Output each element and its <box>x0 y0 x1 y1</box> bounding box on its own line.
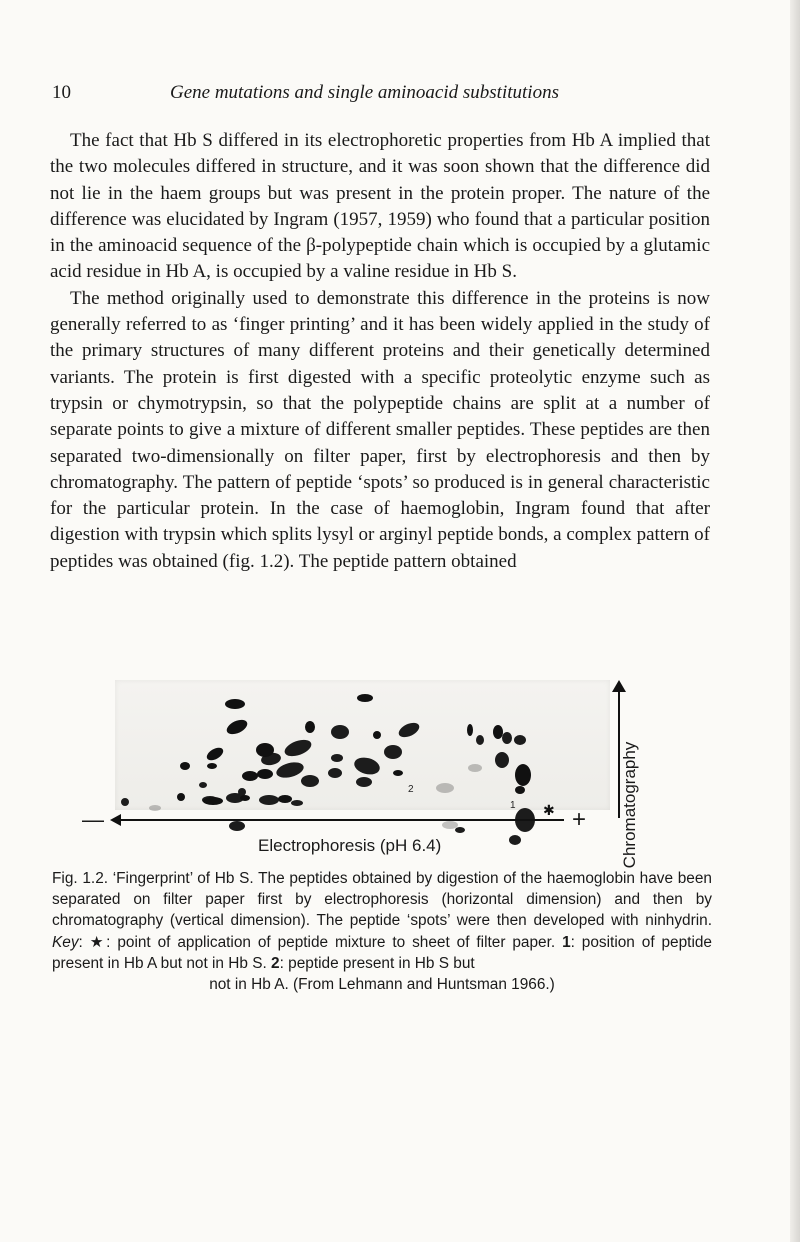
electrophoresis-axis <box>80 808 620 838</box>
chromatography-label: Chromatography <box>620 741 639 869</box>
origin-marker: ✱ <box>543 803 555 819</box>
caption-last-line: not in Hb A. (From Lehmann and Huntsman 1966.) <box>209 976 555 994</box>
peptide-spot <box>493 725 503 739</box>
electrophoresis-line <box>116 819 564 821</box>
peptide-spot <box>393 770 403 776</box>
spot-label-2: 2 <box>408 784 414 795</box>
paragraph-1: The fact that Hb S differed in its electrophoretic properties from Hb A implied that the two molecules differed in structure, and it was soon shown that the difference did not lie in the haem groups but was present in the protein proper. The nature of the difference was elucidated by Ingram (1957, 1959) who found that a particular position in the aminoacid sequence of the β-polypeptide chain which is occupied by a glutamic acid residue in Hb A, is occupied by a valine residue in Hb S. <box>50 130 710 283</box>
caption-text-1: Fig. 1.2. ‘Fingerprint’ of Hb S. The peptides obtained by digestion of the haemoglobin have been separated on filter paper first by electrophoresis (horizontal dimension) and then by chromatography (vertical dimension). The peptide ‘spots’ were then developed with ninhydrin. <box>52 870 712 930</box>
body-text <box>50 128 710 575</box>
peptide-spot <box>177 793 185 801</box>
peptide-spot <box>240 795 250 801</box>
caption-key-label: Key <box>52 933 79 951</box>
electrophoresis-label: Electrophoresis (pH 6.4) <box>258 836 442 855</box>
running-title: Gene mutations and single aminoacid substitutions <box>170 82 559 103</box>
minus-label: — <box>82 807 104 832</box>
peptide-spot <box>203 797 223 805</box>
figure-caption <box>52 868 712 995</box>
peptide-spot <box>467 724 473 736</box>
peptide-spot <box>257 769 273 779</box>
peptide-spot <box>224 717 249 737</box>
peptide-spot <box>207 763 217 769</box>
page-number: 10 <box>52 82 71 103</box>
plus-label: + <box>572 806 587 833</box>
peptide-spot <box>357 694 373 702</box>
peptide-spot <box>278 795 292 803</box>
peptide-spot <box>225 699 245 709</box>
peptide-spot <box>256 743 274 757</box>
spot-label-1: 1 <box>510 800 516 811</box>
chromatogram-plate <box>115 680 610 819</box>
peptide-spot <box>515 764 531 786</box>
caption-text-2: : point of application of peptide mixture to sheet of filter paper. <box>106 933 563 951</box>
peptide-spot <box>180 762 190 770</box>
caption-text-3: : position of peptide present in Hb A but not in Hb S. <box>52 933 712 972</box>
caption-label-2: 2 <box>271 954 280 972</box>
page-edge <box>790 0 800 1242</box>
peptide-spot <box>242 771 258 781</box>
caption-label-1: 1 <box>562 933 571 951</box>
chromatography-arrow-icon <box>612 680 626 692</box>
paragraph-2: The method originally used to demonstrate this difference in the proteins is now generally referred to as ‘finger printing’ and it has been widely applied in the study of the primary structures of many different proteins and their genetically determined variants. The protein is first digested with a specific proteolytic enzyme such as trypsin or chymotrypsin, so that the polypeptide chains are split at a number of separate points to give a mixture of different smaller peptides. These peptides are then separated two-dimensionally on filter paper, first by electrophoresis and then by chromatography. The pattern of peptide ‘spots’ so produced is in general characteristic for the particular protein. In the case of haemoglobin, Ingram found that after digestion with trypsin which splits lysyl or arginyl peptide bonds, a complex pattern of peptides was obtained (fig. 1.2). The peptide pattern obtained <box>50 287 710 572</box>
peptide-spot <box>305 721 315 733</box>
caption-key-sep: : <box>78 933 90 951</box>
peptide-spot <box>515 786 525 794</box>
peptide-spot <box>205 745 226 763</box>
spot-overlay <box>115 680 610 819</box>
peptide-spot <box>373 731 381 739</box>
caption-text-4: : peptide present in Hb S but <box>279 954 475 972</box>
page-header <box>52 82 752 112</box>
star-icon: ★ <box>89 933 107 951</box>
